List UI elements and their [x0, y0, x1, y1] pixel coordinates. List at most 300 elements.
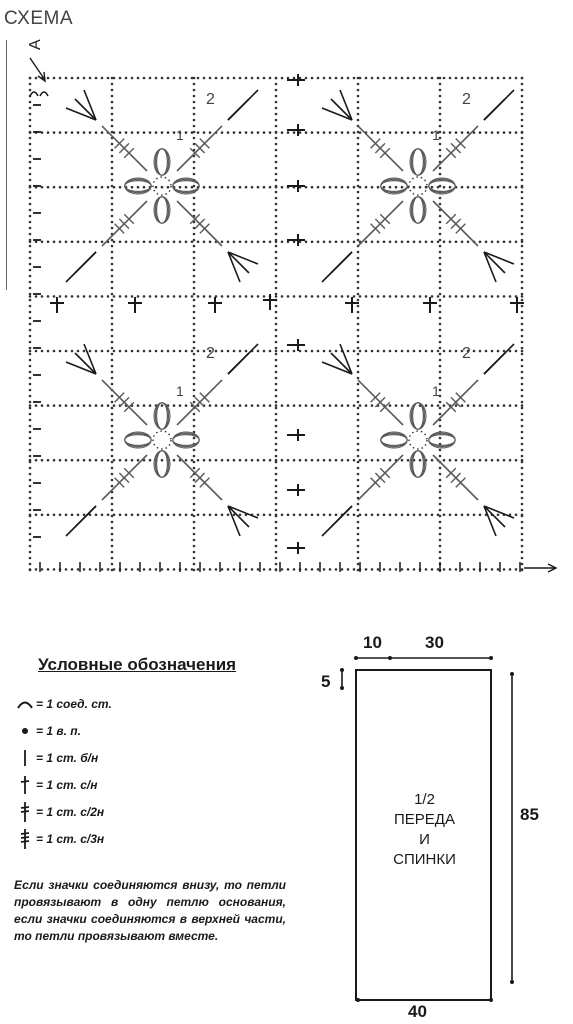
- chain-dot: [357, 389, 360, 392]
- fan-stitch: [340, 506, 352, 518]
- chain-dot: [509, 186, 512, 189]
- chain-dot: [275, 161, 278, 164]
- chain-dot: [401, 350, 404, 353]
- chain-dot: [29, 77, 32, 80]
- chain-dot: [149, 77, 152, 80]
- chain-dot: [287, 459, 290, 462]
- chain-dot: [431, 186, 434, 189]
- chain-dot: [347, 568, 350, 571]
- chain-dot: [521, 173, 524, 176]
- chain-dot: [439, 467, 442, 470]
- chain-dot: [357, 119, 360, 122]
- fan-stitch: [484, 344, 514, 374]
- chain-dot: [521, 269, 524, 272]
- chain-dot: [161, 186, 164, 189]
- chain-dot: [357, 431, 360, 434]
- chain-dot: [29, 275, 32, 278]
- chain-dot: [193, 503, 196, 506]
- chain-dot: [439, 119, 442, 122]
- chain-dot: [329, 77, 332, 80]
- chain-dot: [335, 568, 338, 571]
- chain-dot: [357, 161, 360, 164]
- chain-dot: [485, 459, 488, 462]
- chain-dot: [111, 365, 114, 368]
- chain-dot: [359, 295, 362, 298]
- chain-dot: [77, 186, 80, 189]
- chain-dot: [431, 568, 434, 571]
- chain-dot: [467, 186, 470, 189]
- chain-dot: [329, 404, 332, 407]
- chain-dot: [29, 437, 32, 440]
- chain-dot: [275, 407, 278, 410]
- chain-dot: [113, 404, 116, 407]
- chain-dot: [161, 514, 164, 517]
- chain-dot: [357, 473, 360, 476]
- chain-dot: [233, 459, 236, 462]
- petal: [381, 432, 407, 448]
- chain-dot: [221, 514, 224, 517]
- chain-dot: [275, 359, 278, 362]
- chain-dot: [503, 459, 506, 462]
- chain-dot: [193, 419, 196, 422]
- chain-dot: [439, 407, 442, 410]
- chain-dot: [227, 77, 230, 80]
- chain-dot: [439, 143, 442, 146]
- chain-dot: [29, 221, 32, 224]
- chain-dot: [191, 350, 194, 353]
- chain-dot: [95, 568, 98, 571]
- chain-dot: [29, 317, 32, 320]
- diagonal-stitch-group: [433, 90, 514, 171]
- chain-dot: [227, 241, 230, 244]
- chain-dot: [221, 77, 224, 80]
- chain-dot: [111, 191, 114, 194]
- chain-dot: [111, 437, 114, 440]
- legend-item-double-crochet-3: [14, 828, 104, 850]
- chain-dot: [227, 514, 230, 517]
- chain-dot: [275, 347, 278, 350]
- chain-dot: [275, 239, 278, 242]
- chain-dot: [335, 131, 338, 134]
- chain-dot: [275, 503, 278, 506]
- chain-dot: [193, 401, 196, 404]
- chain-dot: [521, 503, 524, 506]
- chain-dot: [439, 311, 442, 314]
- chain-dot: [257, 459, 260, 462]
- chain-dot: [155, 350, 158, 353]
- chain-dot: [287, 350, 290, 353]
- chain-dot: [47, 568, 50, 571]
- chain-dot: [107, 459, 110, 462]
- chain-dot: [111, 227, 114, 230]
- fan-stitch: [228, 252, 249, 273]
- chain-dot: [29, 521, 32, 524]
- chain-dot: [365, 350, 368, 353]
- chain-dot: [221, 131, 224, 134]
- chain-dot: [317, 77, 320, 80]
- chain-dot: [353, 568, 356, 571]
- chain-dot: [53, 295, 56, 298]
- chain-dot: [515, 459, 518, 462]
- chain-dot: [305, 568, 308, 571]
- chain-dot: [461, 295, 464, 298]
- chain-dot: [407, 241, 410, 244]
- chain-dot: [377, 350, 380, 353]
- chain-dot: [193, 377, 196, 380]
- chain-dot: [193, 209, 196, 212]
- chain-dot: [193, 437, 196, 440]
- chain-dot: [401, 404, 404, 407]
- panel-label-line: 1/2: [414, 791, 435, 808]
- chain-dot: [341, 131, 344, 134]
- chain-dot: [29, 233, 32, 236]
- chain-dot: [461, 186, 464, 189]
- chain-dot: [233, 404, 236, 407]
- chain-dot: [137, 131, 140, 134]
- chain-dot: [167, 350, 170, 353]
- chain-dot: [47, 459, 50, 462]
- chain-dot: [347, 131, 350, 134]
- chain-dot: [71, 295, 74, 298]
- chain-dot: [111, 455, 114, 458]
- chain-dot: [473, 459, 476, 462]
- chain-dot: [389, 186, 392, 189]
- chain-dot: [193, 275, 196, 278]
- chain-dot: [149, 350, 152, 353]
- chain-dot: [41, 404, 44, 407]
- chain-dot: [143, 514, 146, 517]
- stitch-marks-layer: [30, 58, 556, 572]
- chain-dot: [357, 215, 360, 218]
- chain-dot: [275, 263, 278, 266]
- chain-dot: [29, 311, 32, 314]
- chain-dot: [111, 533, 114, 536]
- chain-dot: [281, 350, 284, 353]
- chain-dot: [357, 467, 360, 470]
- chain-dot: [111, 311, 114, 314]
- chain-dot: [193, 293, 196, 296]
- chain-dot: [485, 404, 488, 407]
- chain-dot: [193, 515, 196, 518]
- chain-dot: [439, 485, 442, 488]
- chain-dot: [131, 77, 134, 80]
- chain-dot: [407, 514, 410, 517]
- chain-dot: [269, 131, 272, 134]
- chain-dot: [317, 568, 320, 571]
- chain-dot: [323, 404, 326, 407]
- chain-dot: [521, 137, 524, 140]
- chain-dot: [357, 239, 360, 242]
- petal-stroke: [381, 433, 407, 446]
- chain-dot: [251, 459, 254, 462]
- chain-dot: [311, 350, 314, 353]
- chain-dot: [521, 179, 524, 182]
- chain-dot: [29, 191, 32, 194]
- chain-dot: [193, 521, 196, 524]
- chain-dot: [269, 350, 272, 353]
- chain-dot: [407, 568, 410, 571]
- chain-dot: [29, 107, 32, 110]
- chain-dot: [29, 209, 32, 212]
- chain-dot: [161, 295, 164, 298]
- chain-dot: [371, 350, 374, 353]
- chain-dot: [275, 107, 278, 110]
- chain-dot: [125, 77, 128, 80]
- chain-dot: [503, 131, 506, 134]
- chain-dot: [65, 459, 68, 462]
- chain-dot: [401, 295, 404, 298]
- chain-dot: [215, 568, 218, 571]
- chain-dot: [111, 143, 114, 146]
- chain-dot: [439, 449, 442, 452]
- chain-dot: [521, 347, 524, 350]
- chain-dot: [431, 295, 434, 298]
- chain-dot: [143, 295, 146, 298]
- chain-dot: [233, 350, 236, 353]
- chain-dot: [95, 404, 98, 407]
- chain-dot: [193, 95, 196, 98]
- chain-dot: [29, 467, 32, 470]
- chain-dot: [521, 227, 524, 230]
- chain-dot: [467, 568, 470, 571]
- chain-dot: [111, 545, 114, 548]
- chain-dot: [311, 131, 314, 134]
- chain-dot: [203, 186, 206, 189]
- chain-dot: [29, 365, 32, 368]
- chain-dot: [59, 186, 62, 189]
- chain-dot: [275, 404, 278, 407]
- chain-dot: [357, 461, 360, 464]
- chain-dot: [395, 568, 398, 571]
- chain-dot: [383, 514, 386, 517]
- chain-dot: [137, 186, 140, 189]
- chain-dot: [191, 241, 194, 244]
- chain-dot: [357, 131, 360, 134]
- chain-dot: [111, 89, 114, 92]
- chain-dot: [29, 323, 32, 326]
- chain-dot: [299, 131, 302, 134]
- chain-dot: [275, 191, 278, 194]
- chain-dot: [357, 89, 360, 92]
- chain-dot: [47, 350, 50, 353]
- chain-dot: [461, 568, 464, 571]
- chain-dot: [419, 186, 422, 189]
- chain-dot: [227, 186, 230, 189]
- chain-dot: [101, 186, 104, 189]
- round-label: 2: [206, 91, 215, 108]
- chain-dot: [419, 350, 422, 353]
- chain-dot: [65, 241, 68, 244]
- chain-dot: [467, 514, 470, 517]
- chain-dot: [29, 341, 32, 344]
- chain-dot: [439, 107, 442, 110]
- chain-dot: [377, 514, 380, 517]
- labels-layer: [27, 39, 471, 399]
- chain-dot: [29, 371, 32, 374]
- chain-dot: [419, 241, 422, 244]
- chain-dot: [107, 77, 110, 80]
- chain-dot: [71, 514, 74, 517]
- chain-dot: [449, 514, 452, 517]
- chain-dot: [143, 241, 146, 244]
- chain-dot: [173, 404, 176, 407]
- chain-dot: [111, 449, 114, 452]
- petal-stroke: [155, 149, 168, 175]
- chain-dot: [233, 77, 236, 80]
- chain-dot: [521, 491, 524, 494]
- chain-dot: [275, 269, 278, 272]
- chain-dot: [439, 503, 442, 506]
- petal-stroke: [413, 149, 424, 175]
- chain-dot: [209, 404, 212, 407]
- chain-dot: [439, 113, 442, 116]
- chain-dot: [245, 131, 248, 134]
- chain-dot: [29, 461, 32, 464]
- chain-dot: [269, 241, 272, 244]
- chain-dot: [111, 113, 114, 116]
- chain-dot: [65, 131, 68, 134]
- diagonal-stitch-group: [66, 455, 147, 536]
- chain-dot: [111, 239, 114, 242]
- chain-dot: [41, 568, 44, 571]
- chain-dot: [59, 77, 62, 80]
- chain-dot: [377, 459, 380, 462]
- chain-dot: [521, 365, 524, 368]
- chain-dot: [353, 241, 356, 244]
- chain-dot: [275, 425, 278, 428]
- chain-dot: [193, 359, 196, 362]
- chain-dot: [365, 568, 368, 571]
- chain-dot: [521, 155, 524, 158]
- chain-dot: [317, 459, 320, 462]
- chain-dot: [395, 514, 398, 517]
- chain-dot: [263, 350, 266, 353]
- chain-dot: [341, 568, 344, 571]
- chain-dot: [29, 239, 32, 242]
- chain-dot: [365, 295, 368, 298]
- chain-dot: [357, 455, 360, 458]
- chain-dot: [357, 443, 360, 446]
- chain-dot: [221, 186, 224, 189]
- chain-dot: [521, 149, 524, 152]
- start-arrow-head: [38, 72, 45, 81]
- chain-dot: [497, 404, 500, 407]
- chain-dot: [193, 527, 196, 530]
- legend-item-single-crochet: [14, 747, 98, 769]
- panel-label-line: СПИНКИ: [393, 851, 456, 868]
- chain-dot: [65, 186, 68, 189]
- chain-dot: [503, 77, 506, 80]
- chain-dot: [275, 449, 278, 452]
- chain-dot: [521, 461, 524, 464]
- chain-dot: [521, 185, 524, 188]
- chain-dot: [137, 568, 140, 571]
- chain-dot: [111, 503, 114, 506]
- chain-dot: [357, 371, 360, 374]
- chain-dot: [443, 514, 446, 517]
- chain-dot: [521, 335, 524, 338]
- chain-dot: [521, 209, 524, 212]
- chain-dot: [269, 459, 272, 462]
- chain-dot: [137, 350, 140, 353]
- chain-dot: [357, 191, 360, 194]
- chain-dot: [185, 568, 188, 571]
- chain-dot: [407, 77, 410, 80]
- chain-dot: [125, 459, 128, 462]
- chain-dot: [221, 459, 224, 462]
- chain-dot: [111, 509, 114, 512]
- chain-dot: [365, 404, 368, 407]
- chain-dot: [357, 347, 360, 350]
- chain-dot: [179, 350, 182, 353]
- chain-dot: [193, 371, 196, 374]
- chain-dot: [521, 161, 524, 164]
- chain-dot: [503, 295, 506, 298]
- chain-dot: [521, 569, 524, 572]
- chain-dot: [439, 401, 442, 404]
- chain-dot: [173, 241, 176, 244]
- chain-dot: [275, 563, 278, 566]
- chain-dot: [29, 401, 32, 404]
- chain-dot: [357, 221, 360, 224]
- chain-dot: [155, 241, 158, 244]
- chain-dot: [113, 459, 116, 462]
- chain-dot: [275, 509, 278, 512]
- chain-dot: [257, 77, 260, 80]
- chain-dot: [439, 95, 442, 98]
- chain-dot: [439, 551, 442, 554]
- chain-dot: [111, 125, 114, 128]
- chain-dot: [357, 365, 360, 368]
- chain-dot: [371, 77, 374, 80]
- chain-dot: [111, 305, 114, 308]
- chain-dot: [193, 287, 196, 290]
- chain-dot: [111, 461, 114, 464]
- chain-dot: [193, 83, 196, 86]
- chain-dot: [53, 241, 56, 244]
- chain-dot: [263, 295, 266, 298]
- chain-dot: [257, 350, 260, 353]
- petal-stroke: [429, 179, 455, 192]
- chain-dot: [473, 295, 476, 298]
- panel-label-line: И: [419, 831, 430, 848]
- chain-dot: [275, 95, 278, 98]
- legend-text: = 1 соед. ст.: [36, 697, 112, 711]
- chain-dot: [275, 245, 278, 248]
- chain-dot: [221, 241, 224, 244]
- chain-dot: [281, 514, 284, 517]
- chain-dot: [35, 404, 38, 407]
- chain-dot: [383, 77, 386, 80]
- chain-dot: [167, 568, 170, 571]
- chain-dot: [395, 295, 398, 298]
- chain-dot: [71, 350, 74, 353]
- chain-dot: [305, 459, 308, 462]
- chain-dot: [111, 203, 114, 206]
- chain-dot: [257, 241, 260, 244]
- chain-dot: [155, 186, 158, 189]
- chain-dot: [413, 568, 416, 571]
- chain-dot: [317, 186, 320, 189]
- chain-dot: [77, 131, 80, 134]
- chain-dot: [137, 514, 140, 517]
- chain-dot: [77, 514, 80, 517]
- chain-dot: [29, 455, 32, 458]
- chain-dot: [407, 350, 410, 353]
- chain-dot: [509, 404, 512, 407]
- chain-dot: [125, 131, 128, 134]
- round-label: 1: [176, 383, 184, 399]
